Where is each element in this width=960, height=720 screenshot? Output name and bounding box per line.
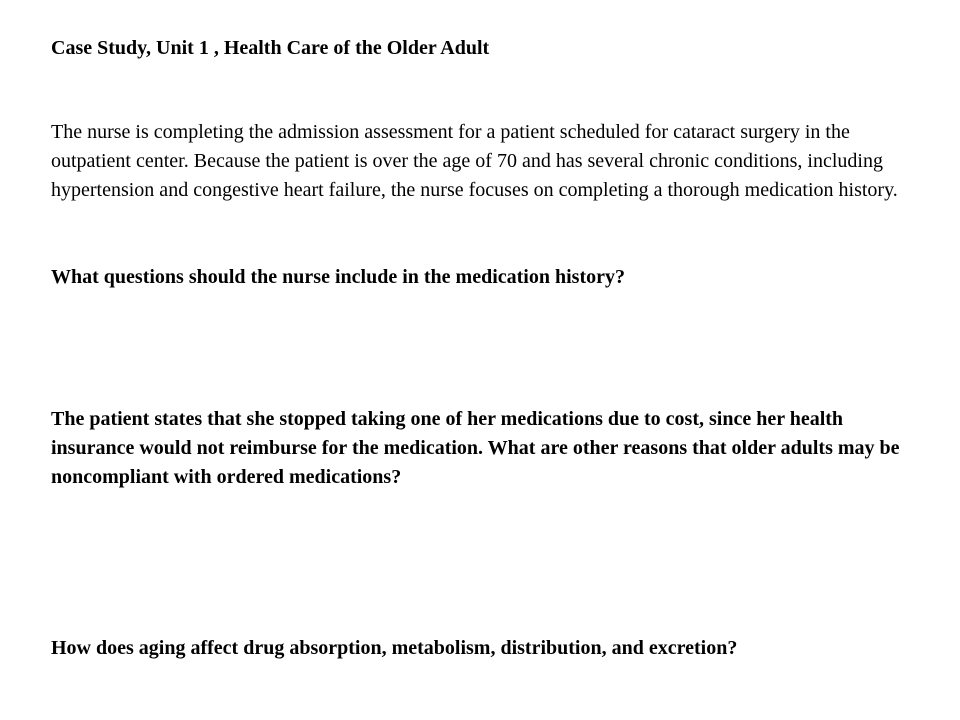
document-title: Case Study, Unit 1 , Health Care of the Older Adult	[51, 37, 490, 59]
question-aging-pharmacokinetics: How does aging affect drug absorption, metabolism, distribution, and excretion?	[51, 637, 738, 659]
case-scenario-paragraph: The nurse is completing the admission assessment for a patient scheduled for cataract surgery in the outpatient center. Because the patient is over the age of 70 and has several chronic conditions, including hypertension and congestive heart failure, the nurse focuses on completing a thorough medication history.	[51, 121, 898, 201]
question-noncompliance-reasons: The patient states that she stopped taking one of her medications due to cost, since her health insurance would not reimburse for the medication. What are other reasons that older adults may be noncompliant with ordered medications?	[51, 408, 900, 488]
question-medication-history: What questions should the nurse include in the medication history?	[51, 266, 625, 288]
